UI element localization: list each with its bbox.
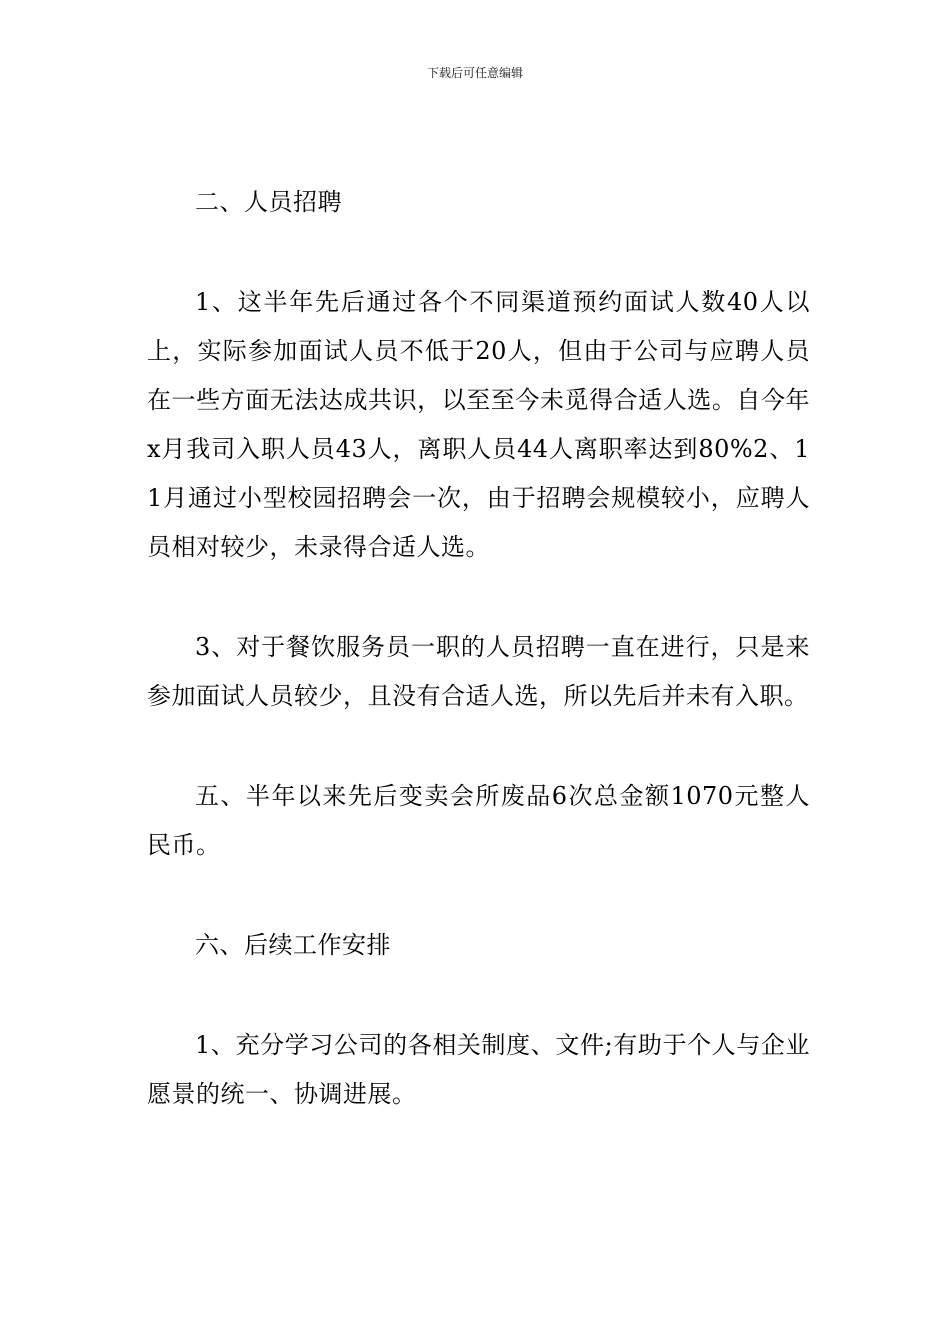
page-header-note: 下载后可任意编辑 (426, 66, 523, 80)
section-heading-recruitment: 二、人员招聘 (195, 188, 342, 216)
paragraph-recruitment-3: 3、对于餐饮服务员一职的人员招聘一直在进行，只是来参加面试人员较少，且没有合适人选，所以先后并未有入职。 (147, 633, 810, 710)
document-body (147, 178, 810, 1119)
paragraph-section-5: 五、半年以来先后变卖会所废品6次总金额1070元整人民币。 (147, 782, 810, 859)
paragraph-follow-up-1: 1、充分学习公司的各相关制度、文件;有助于个人与企业愿景的统一、协调进展。 (147, 1031, 810, 1108)
paragraph-recruitment-1: 1、这半年先后通过各个不同渠道预约面试人数40人以上，实际参加面试人员不低于20人，但由于公司与应聘人员在一些方面无法达成共识，以至至今未觅得合适人选。自今年x月我司入职人员43人，离职人员44人离职率达到80%2、11月通过小型校园招聘会一次，由于招聘会规模较小，应聘人员相对较少，未录得合适人选。 (147, 288, 810, 561)
section-heading-follow-up: 六、后续工作安排 (195, 931, 391, 959)
